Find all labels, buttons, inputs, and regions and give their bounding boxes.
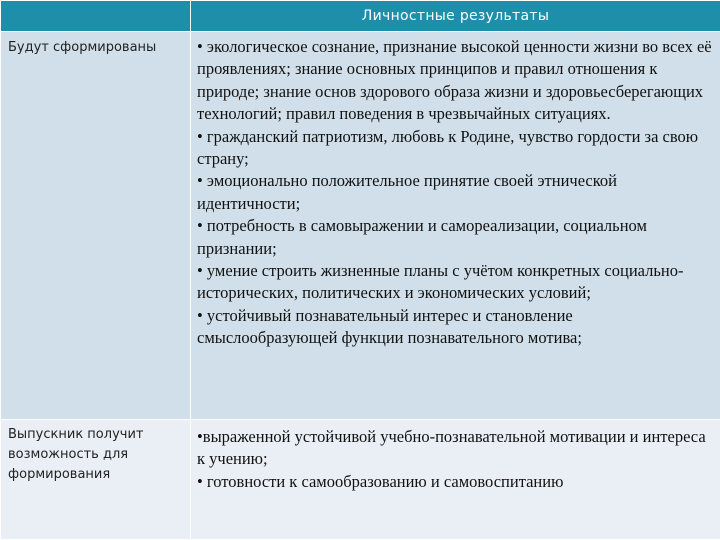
row-content-cell (191, 32, 720, 420)
list-item: • потребность в самовыражении и самореализации, социальном признании; (197, 216, 647, 258)
header-row (1, 1, 720, 32)
table-row (1, 420, 720, 540)
list-item: • готовности к самообразованию и самовоспитанию (197, 471, 564, 491)
list-item: • устойчивый познавательный интерес и становление смыслообразующей функции познавательного мотива; (197, 305, 582, 348)
header-empty-cell (1, 1, 191, 32)
row-label: Выпускник получит возможность для формирования (8, 427, 144, 482)
header-title: Личностные результаты (191, 1, 720, 32)
row-content-cell (191, 420, 720, 540)
list-item: • умение строить жизненные планы с учётом конкретных социально-исторических, политических и экономических условий; (197, 261, 684, 303)
table-row (1, 32, 720, 420)
row-label: Будут сформированы (8, 40, 157, 55)
row-label-cell (1, 420, 191, 540)
list-item: • экологическое сознание, признание высокой ценности жизни во всех её проявлениях; знание основных принципов и правил отношения к природе; знание основ здорового образа жизни и здоровьесберегающих технологий; правил поведения в чрезвычайных ситуациях. (197, 37, 712, 124)
list-item: • гражданский патриотизм, любовь к Родине, чувство гордости за свою страну; (197, 126, 699, 169)
list-item: •выраженной устойчивой учебно-познавательной мотивации и интереса к учению; (197, 427, 706, 469)
row-label-cell (1, 32, 191, 420)
list-item: • эмоционально положительное принятие своей этнической идентичности; (197, 171, 618, 213)
